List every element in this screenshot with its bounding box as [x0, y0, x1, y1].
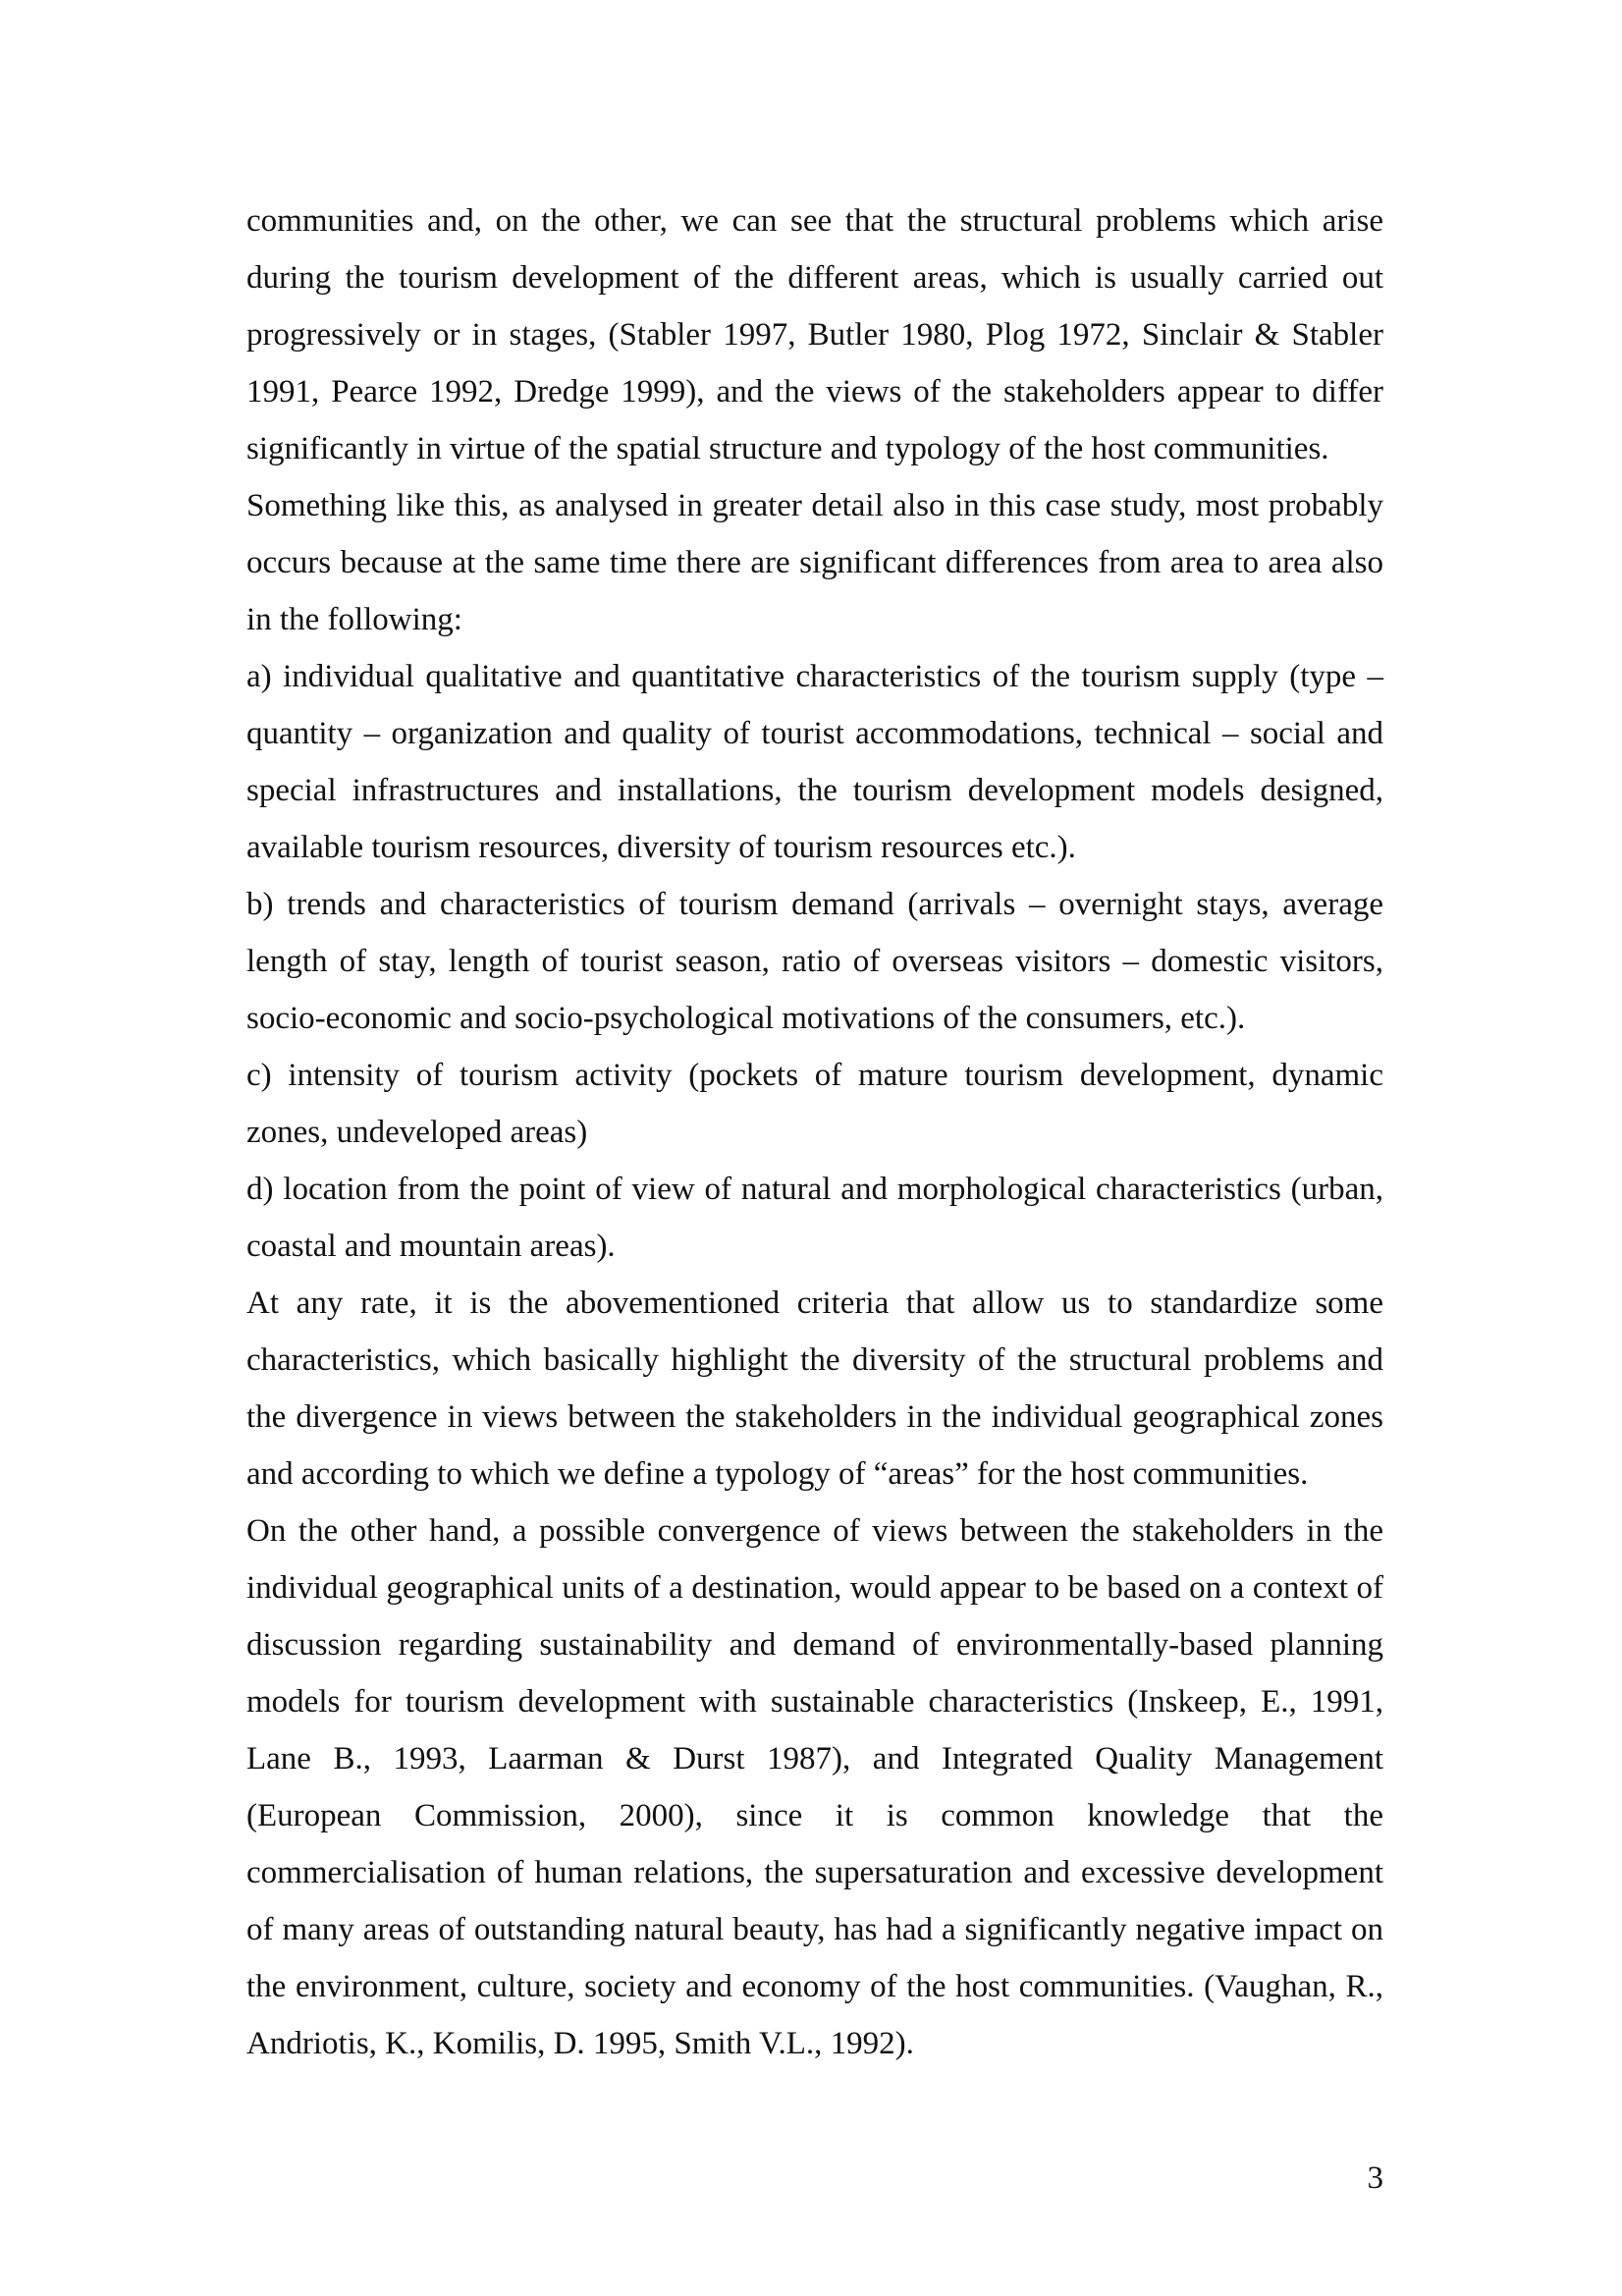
- body-text: [246, 192, 1383, 2072]
- list-item-c-tourism-intensity: c) intensity of tourism activity (pockets of mature tourism development, dynamic zones, undeveloped areas): [246, 1058, 1383, 1150]
- paragraph-differences-intro: Something like this, as analysed in greater detail also in this case study, most probably occurs because at the same time there are significant differences from area to area also in the following:: [246, 488, 1383, 637]
- list-item-b-tourism-demand: b) trends and characteristics of tourism demand (arrivals – overnight stays, average length of stay, length of tourist season, ratio of overseas visitors – domestic visitors, socio-economic and socio-psychological motivations of the consumers, etc.).: [246, 887, 1383, 1036]
- paragraph-criteria-typology: At any rate, it is the abovementioned criteria that allow us to standardize some characteristics, which basically highlight the diversity of the structural problems and the divergence in views between the stakeholders in the individual geographical zones and according to which we define a typology of “areas” for the host communities.: [246, 1285, 1383, 1492]
- list-item-a-tourism-supply: a) individual qualitative and quantitative characteristics of the tourism supply (type – quantity – organization and quality of tourist accommodations, technical – social and special infrastructures and installations, the tourism development models designed, available tourism resources, diversity of tourism resources etc.).: [246, 659, 1383, 865]
- list-item-d-location: d) location from the point of view of natural and morphological characteristics (urban, coastal and mountain areas).: [246, 1172, 1383, 1264]
- paragraph-structural-problems: communities and, on the other, we can see that the structural problems which arise during the tourism development of the different areas, which is usually carried out progressively or in stages, (Stabler 1997, Butler 1980, Plog 1972, Sinclair & Stabler 1991, Pearce 1992, Dredge 1999), and the views of the stakeholders appear to differ significantly in virtue of the spatial structure and typology of the host communities.: [246, 203, 1383, 466]
- page-number: 3: [1367, 2160, 1383, 2196]
- paragraph-convergence-sustainability: On the other hand, a possible convergence of views between the stakeholders in the individual geographical units of a destination, would appear to be based on a context of discussion regarding sustainability and demand of environmentally-based planning models for tourism development with sustainable characteristics (Inskeep, E., 1991, Lane B., 1993, Laarman & Durst 1987), and Integrated Quality Management (European Commission, 2000), since it is common knowledge that the commercialisation of human relations, the supersaturation and excessive development of many areas of outstanding natural beauty, has had a significantly negative impact on the environment, culture, society and economy of the host communities. (Vaughan, R., Andriotis, K., Komilis, D. 1995, Smith V.L., 1992).: [246, 1513, 1383, 2061]
